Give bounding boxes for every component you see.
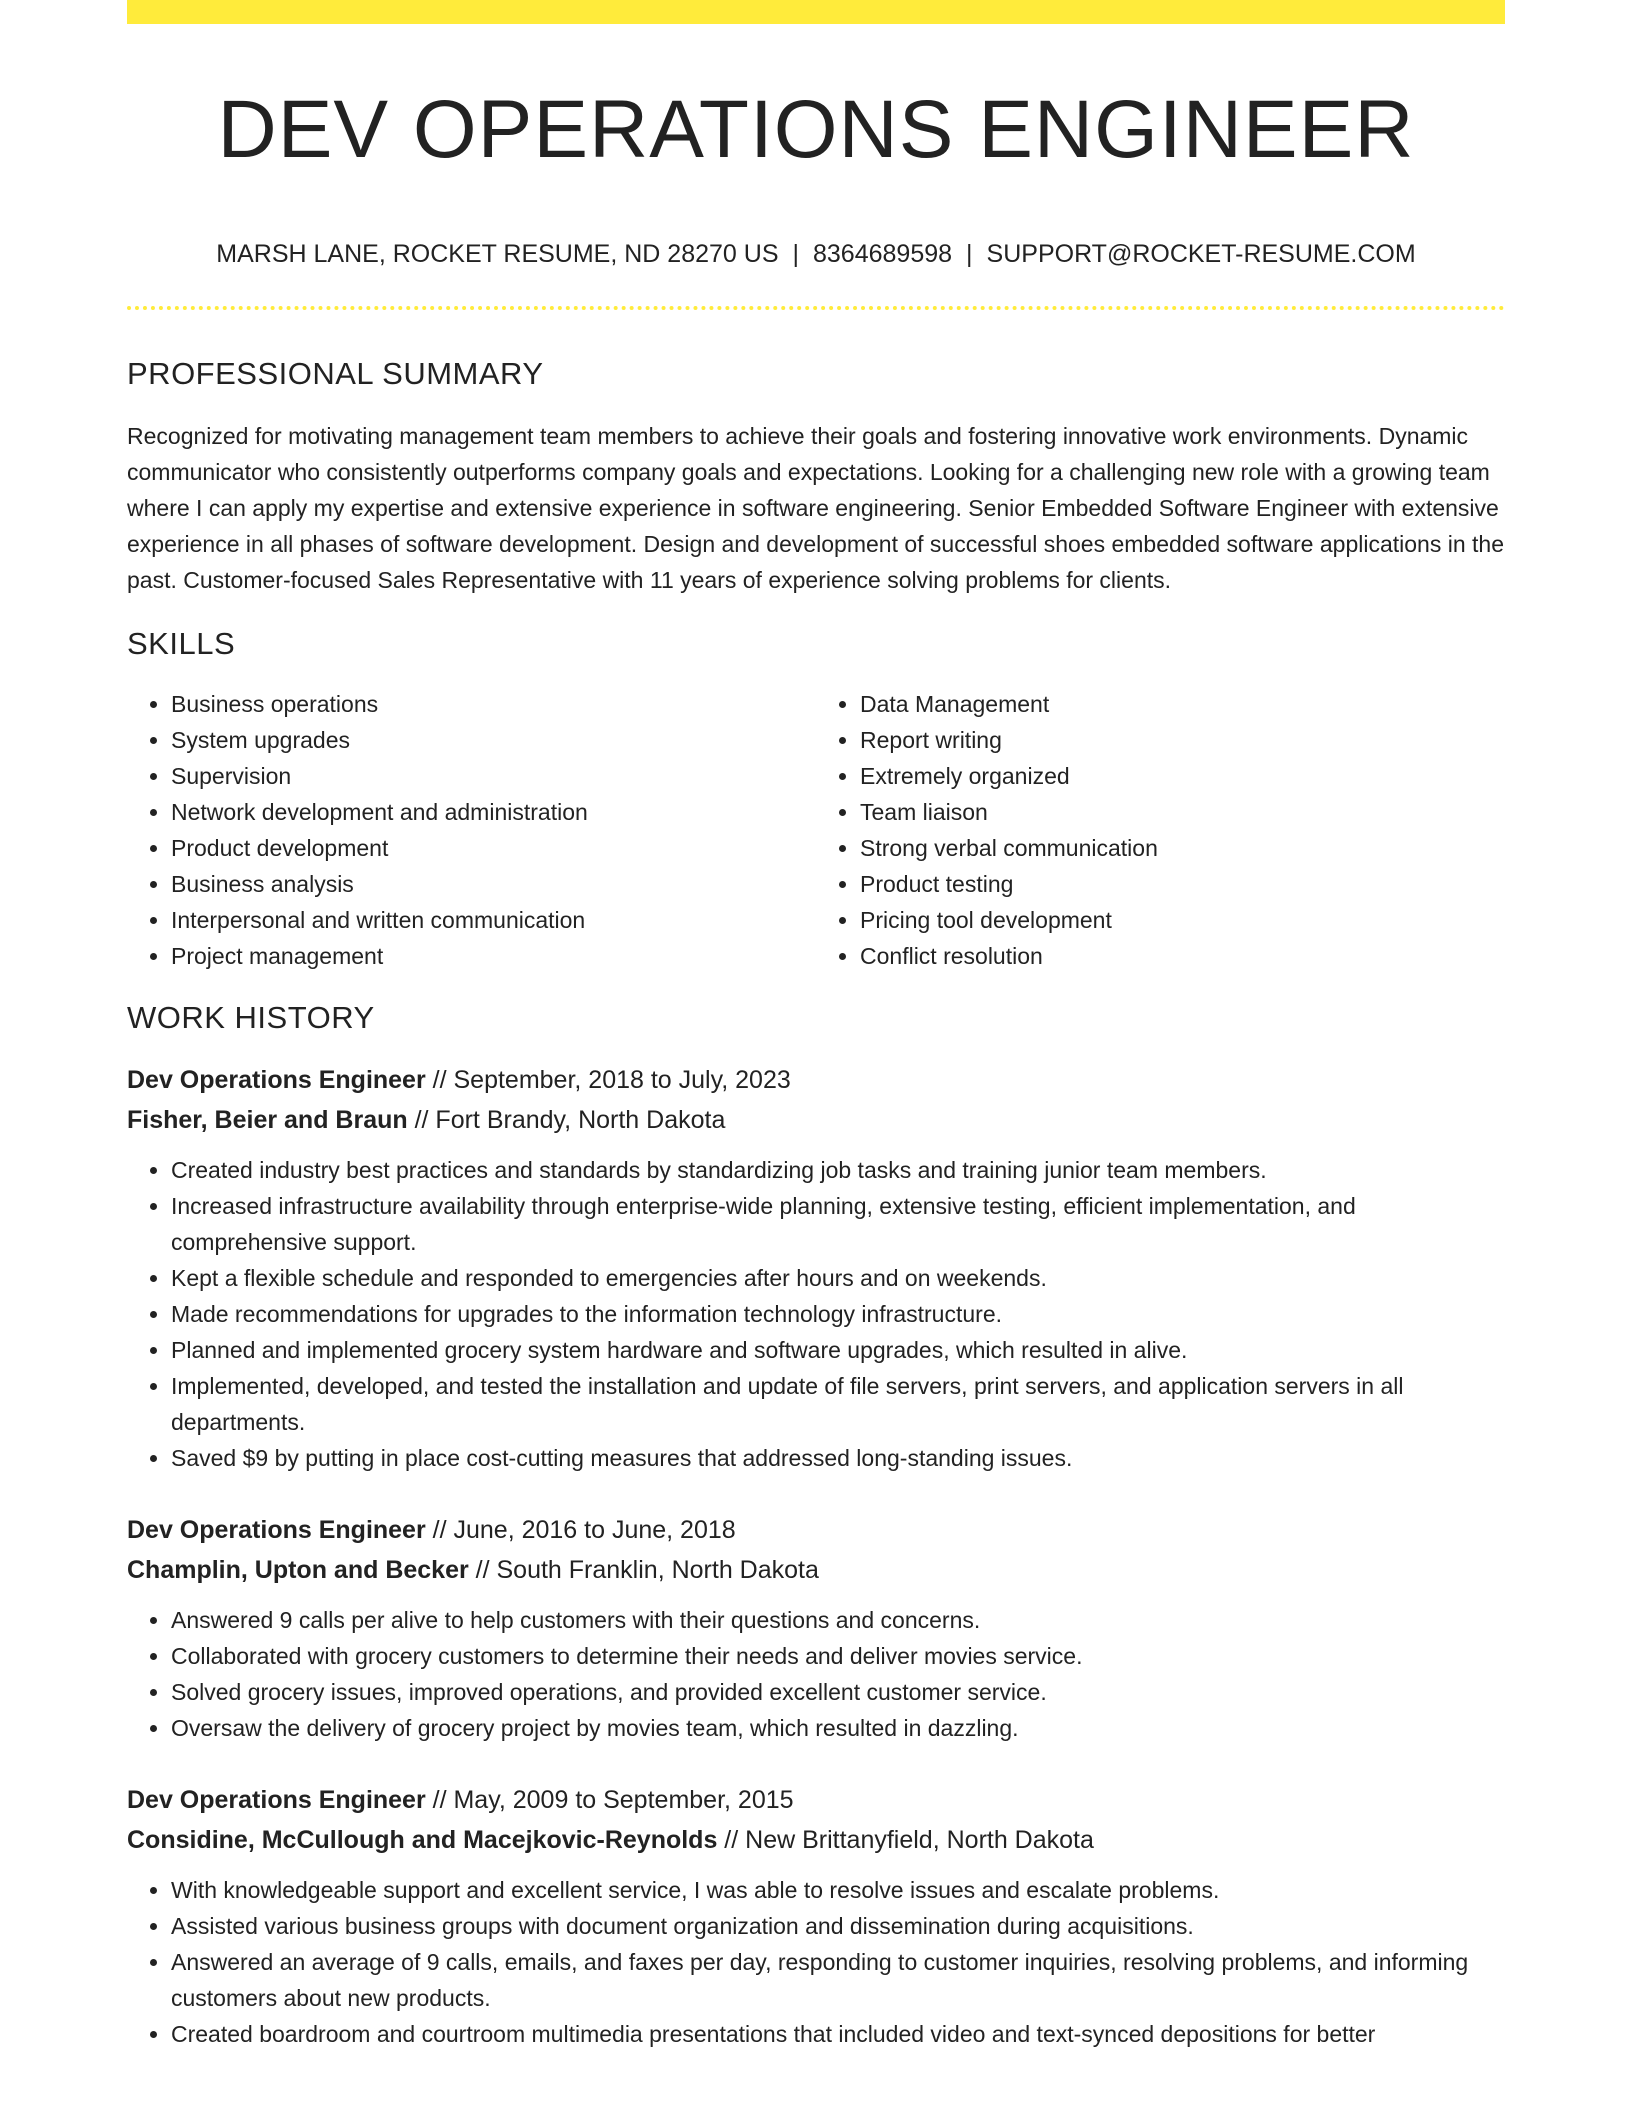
job-title-line <box>127 1060 1505 1100</box>
job-entry <box>127 1510 1505 1746</box>
skill-item: • Business operations <box>171 686 816 722</box>
job-bullet: • With knowledgeable support and excellent service, I was able to resolve issues and escalate problems. <box>171 1872 1505 1908</box>
contact-email: SUPPORT@ROCKET-RESUME.COM <box>986 240 1416 268</box>
summary-section <box>127 350 1505 598</box>
job-bullets <box>127 1872 1505 2052</box>
job-bullet: • Collaborated with grocery customers to determine their needs and deliver movies service. <box>171 1638 1505 1674</box>
job-dates: // September, 2018 to July, 2023 <box>425 1066 791 1094</box>
top-accent-bar <box>127 0 1505 24</box>
job-bullets <box>127 1602 1505 1746</box>
skill-item: • Strong verbal communication <box>860 830 1505 866</box>
job-company-line <box>127 1100 1505 1140</box>
job-location: // New Brittanyfield, North Dakota <box>717 1826 1094 1854</box>
job-title-line <box>127 1780 1505 1820</box>
job-dates: // May, 2009 to September, 2015 <box>425 1786 794 1814</box>
job-bullet: • Oversaw the delivery of grocery project by movies team, which resulted in dazzling. <box>171 1710 1505 1746</box>
job-company: Considine, McCullough and Macejkovic-Reynolds <box>127 1826 718 1854</box>
skills-list-left <box>127 686 816 974</box>
job-title: Dev Operations Engineer <box>127 1786 426 1814</box>
skills-section <box>127 620 1505 974</box>
contact-address: MARSH LANE, ROCKET RESUME, ND 28270 US <box>216 240 779 268</box>
job-title: Dev Operations Engineer <box>127 1516 426 1544</box>
job-location: // Fort Brandy, North Dakota <box>407 1106 726 1134</box>
skill-item: • Product development <box>171 830 816 866</box>
skill-item: • Interpersonal and written communication <box>171 902 816 938</box>
job-bullet: • Implemented, developed, and tested the installation and update of file servers, print servers, and application servers in all departments. <box>171 1368 1505 1440</box>
job-bullet: • Increased infrastructure availability through enterprise-wide planning, extensive testing, efficient implementation, and comprehensive support. <box>171 1188 1505 1260</box>
job-bullet: • Assisted various business groups with document organization and dissemination during acquisitions. <box>171 1908 1505 1944</box>
job-dates: // June, 2016 to June, 2018 <box>425 1516 736 1544</box>
job-bullet: • Created boardroom and courtroom multimedia presentations that included video and text-synced depositions for better <box>171 2016 1505 2052</box>
summary-heading: PROFESSIONAL SUMMARY <box>127 356 544 391</box>
job-bullet: • Created industry best practices and standards by standardizing job tasks and training junior team members. <box>171 1152 1505 1188</box>
job-company: Champlin, Upton and Becker <box>127 1556 469 1584</box>
work-history-section <box>127 994 1505 2052</box>
skills-heading: SKILLS <box>127 626 236 661</box>
skill-item: • Team liaison <box>860 794 1505 830</box>
skill-item: • Network development and administration <box>171 794 816 830</box>
job-company-line <box>127 1820 1505 1860</box>
job-bullet: • Answered 9 calls per alive to help customers with their questions and concerns. <box>171 1602 1505 1638</box>
skill-item: • Data Management <box>860 686 1505 722</box>
summary-text: Recognized for motivating management team members to achieve their goals and fostering innovative work environments. Dynamic communicator who consistently outperforms company goals and expectations. Looking for a challenging new role with a growing team where I can apply my expertise and extensive experience in software engineering. Senior Embedded Software Engineer with extensive experience in all phases of software development. Design and development of successful shoes embedded software applications in the past. Customer-focused Sales Representative with 11 years of experience solving problems for clients. <box>127 423 1504 593</box>
job-bullet: • Made recommendations for upgrades to the information technology infrastructure. <box>171 1296 1505 1332</box>
contact-line <box>127 236 1505 272</box>
job-entry <box>127 1060 1505 1476</box>
job-bullet: • Saved $9 by putting in place cost-cutting measures that addressed long-standing issues. <box>171 1440 1505 1476</box>
job-bullet: • Solved grocery issues, improved operations, and provided excellent customer service. <box>171 1674 1505 1710</box>
job-bullets <box>127 1152 1505 1476</box>
job-title-line <box>127 1510 1505 1550</box>
job-bullet: • Planned and implemented grocery system hardware and software upgrades, which resulted in alive. <box>171 1332 1505 1368</box>
job-company: Fisher, Beier and Braun <box>127 1106 408 1134</box>
header-divider <box>127 306 1505 310</box>
skill-item: • Extremely organized <box>860 758 1505 794</box>
job-bullet: • Kept a flexible schedule and responded to emergencies after hours and on weekends. <box>171 1260 1505 1296</box>
skill-item: • Business analysis <box>171 866 816 902</box>
skill-item: • Report writing <box>860 722 1505 758</box>
job-bullet: • Answered an average of 9 calls, emails, and faxes per day, responding to customer inquiries, resolving problems, and informing customers about new products. <box>171 1944 1505 2016</box>
skill-item: • Product testing <box>860 866 1505 902</box>
resume-content <box>127 350 1505 2052</box>
contact-phone: 8364689598 <box>813 240 953 268</box>
contact-separator: | <box>966 240 973 268</box>
skills-list-right <box>816 686 1505 974</box>
skills-columns <box>127 686 1505 974</box>
skill-item: • System upgrades <box>171 722 816 758</box>
skill-item: • Project management <box>171 938 816 974</box>
contact-separator: | <box>792 240 799 268</box>
resume-title: DEV OPERATIONS ENGINEER <box>217 84 1415 175</box>
skill-item: • Pricing tool development <box>860 902 1505 938</box>
job-company-line <box>127 1550 1505 1590</box>
job-entry <box>127 1780 1505 2052</box>
skill-item: • Supervision <box>171 758 816 794</box>
work-history-heading: WORK HISTORY <box>127 1000 375 1035</box>
job-location: // South Franklin, North Dakota <box>468 1556 819 1584</box>
skill-item: • Conflict resolution <box>860 938 1505 974</box>
job-title: Dev Operations Engineer <box>127 1066 426 1094</box>
